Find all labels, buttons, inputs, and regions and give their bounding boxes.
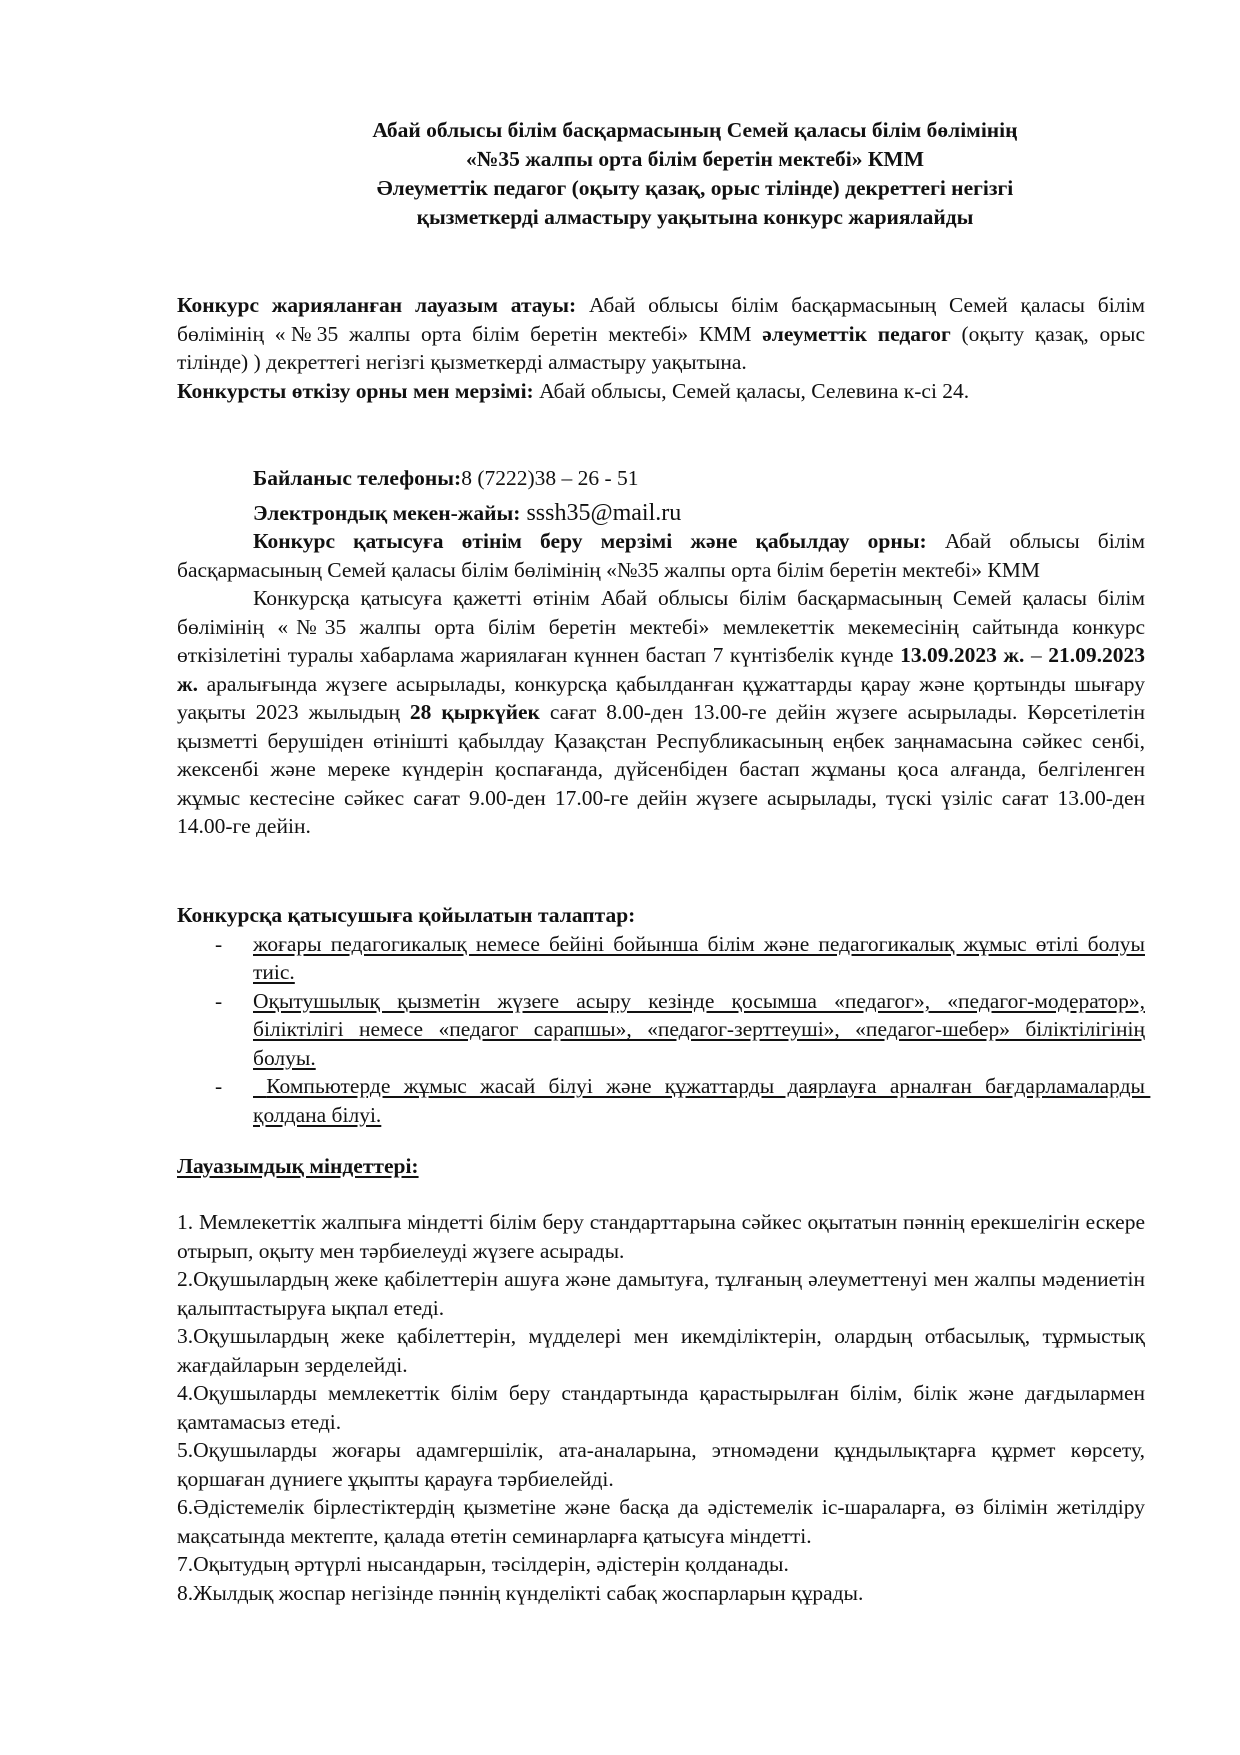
list-item: 5.Оқушыларды жоғары адамгершілік, ата-аналарына, этномәдени құндылықтарға құрмет көрсету, қоршаған дүниеге ұқыпты қарауға тәрбиелейді. (177, 1438, 1145, 1491)
procedure-paragraph (177, 584, 1145, 841)
email-label: Электрондық мекен-жайы: (253, 500, 521, 525)
procedure-text-1: Конкурсқа қатысуға қажетті өтінім Абай облысы білім басқармасының Семей қаласы білім бөлімінің «№35 жалпы орта білім беретін мектебі» мемлекеттік мекемесінің сайтында конкурс өткізілетіні туралы хабарлама жариялаған күннен бастап 7 күнтізбелік күнде (177, 586, 1145, 667)
phone-paragraph (177, 464, 1145, 493)
email-paragraph (177, 499, 1145, 528)
list-item: 7.Оқытудың әртүрлі нысандарын, тәсілдерін, әдістерін қолданады. (177, 1552, 789, 1576)
list-item: 4.Оқушыларды мемлекеттік білім беру стандартында қарастырылған білім, білік және дағдылармен қамтамасыз етеді. (177, 1381, 1145, 1434)
document-title (300, 116, 1090, 232)
position-paragraph (177, 291, 1145, 377)
position-text-1: Абай облысы білім басқармасының Семей қаласы білім бөлімінің «№35 жалпы орта білім беретін мектебі» КММ (177, 293, 1145, 346)
position-bold: әлеуметтік педагог (762, 321, 951, 346)
list-item: - Оқытушылық қызметін жүзеге асыру кезінде қосымша «педагог», «педагог-модератор», біліктілігі немесе «педагог сарапшы», «педагог-зерттеуші», «педагог-шебер» біліктілігінің болуы. (177, 987, 1145, 1073)
requirements-heading: Конкурсқа қатысушыға қойылатын талаптар: (177, 903, 636, 927)
list-item: 6.Әдістемелік бірлестіктердің қызметіне және басқа да әдістемелік іс-шараларға, өз білімін жетілдіру мақсатында мектепте, қалада өтетін семинарларға қатысуға міндетті. (177, 1495, 1145, 1548)
list-item: 1. Мемлекеттік жалпыға міндетті білім беру стандарттарына сәйкес оқытатын пәннің ерекшелігін ескере отырып, оқыту мен тәрбиелеуді жүзеге асырады. (177, 1210, 1145, 1263)
position-label: Конкурс жарияланған лауазым атауы: (177, 293, 577, 317)
procedure-text-2: – (1024, 643, 1049, 667)
deadline-paragraph (177, 527, 1145, 584)
list-item: 2.Оқушылардың жеке қабілеттерін ашуға және дамытуға, тұлғаның әлеуметтенуі мен жалпы мәдениетін қалыптастыруға ықпал етеді. (177, 1267, 1145, 1320)
phone-value: 8 (7222)38 – 26 - 51 (461, 466, 639, 490)
venue-paragraph (177, 377, 1145, 406)
duties-heading-block (177, 1152, 1145, 1181)
venue-value: Абай облысы, Семей қаласы, Селевина к-сі 24. (533, 378, 970, 403)
list-item: 8.Жылдық жоспар негізінде пәннің күнделікті сабақ жоспарларын құрады. (177, 1580, 864, 1605)
requirements-list (177, 930, 1151, 1130)
procedure-date-start: 13.09.2023 ж. (900, 643, 1025, 667)
venue-label: Конкурсты өткізу орны мен мерзімі: (177, 378, 534, 403)
requirement-text: жоғары педагогикалық немесе бейіні бойынша білім және педагогикалық жұмыс өтілі болуы тиіс. (253, 931, 1145, 984)
title-line-1: Абай облысы білім басқармасының Семей қаласы білім бөлімінің (372, 118, 1018, 142)
email-value[interactable]: sssh35@mail.ru (520, 499, 682, 526)
list-item: 3.Оқушылардың жеке қабілеттерін, мүдделері мен икемділіктерін, олардың отбасылық, тұрмыстық жағдайларын зерделейді. (177, 1324, 1145, 1377)
position-block (177, 291, 1145, 405)
procedure-date-end: 21.09.2023 ж. (177, 643, 1145, 696)
procedure-date-review: 28 қыркүйек (409, 700, 540, 724)
title-line-4: қызметкерді алмастыру уақытына конкурс жариялайды (416, 205, 974, 229)
procedure-text-3: аралығында жүзеге асырылады, конкурсқа қабылданған құжаттарды қарау және қортынды шығару уақыты 2023 жылыдың (177, 671, 1145, 724)
duties-heading: Лауазымдық міндеттері: (177, 1154, 419, 1178)
requirement-text: Компьютерде жұмыс жасай білуі және құжаттарды даярлауға арналған бағдарламаларды қолдана білуі. (253, 1074, 1151, 1127)
deadline-value: Абай облысы білім басқармасының Семей қаласы білім бөлімінің «№35 жалпы орта білім беретін мектебі» КММ (177, 529, 1145, 582)
deadline-label: Конкурс қатысуға өтінім беру мерзімі және қабылдау орны: (253, 529, 927, 553)
duties-block (177, 1208, 1145, 1607)
requirements-block (177, 901, 1151, 1129)
position-text-2: (оқыту қазақ, орыс тілінде) ) декреттегі негізгі қызметкерді алмастыру уақытына. (177, 321, 1145, 374)
title-line-3: Әлеуметтік педагог (оқыту қазақ, орыс тілінде) декреттегі негізгі (376, 176, 1014, 200)
contacts-block (177, 464, 1145, 841)
list-item: - жоғары педагогикалық немесе бейіні бойынша білім және педагогикалық жұмыс өтілі болуы тиіс. (177, 930, 1145, 987)
phone-label: Байланыс телефоны: (253, 466, 462, 490)
requirement-text: Оқытушылық қызметін жүзеге асыру кезінде қосымша «педагог», «педагог-модератор», біліктілігі немесе «педагог сарапшы», «педагог-зерттеуші», «педагог-шебер» біліктілігінің болуы. (253, 988, 1145, 1070)
procedure-text-4: сағат 8.00-ден 13.00-ге дейін жүзеге асырылады. Көрсетілетін қызметті берушіден өтінішті қабылдау Қазақстан Республикасының еңбек заңнамасына сәйкес сенбі, жексенбі және мереке күндерін қоспағанда, дүйсенбіден бастап жұманы қоса алғанда, белгіленген жұмыс кестесіне сәйкес сағат 9.00-ден 17.00-ге дейін жүзеге асырылады, түскі үзіліс сағат 13.00-ден 14.00-ге дейін. (177, 700, 1145, 838)
title-line-2: «№35 жалпы орта білім беретін мектебі» КММ (465, 147, 925, 171)
list-item: - Компьютерде жұмыс жасай білуі және құжаттарды даярлауға арналған бағдарламаларды қолдана білуі. (177, 1072, 1145, 1129)
